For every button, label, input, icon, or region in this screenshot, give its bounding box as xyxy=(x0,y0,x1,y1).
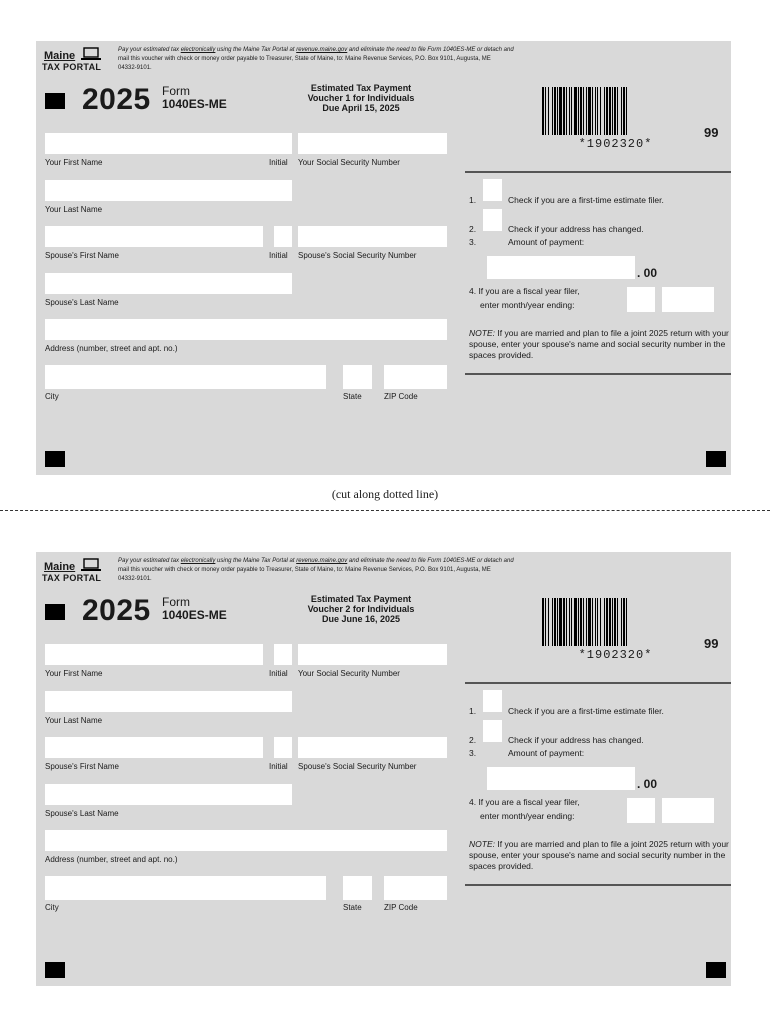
payment-amount-field[interactable] xyxy=(487,256,635,279)
maine-logo-text: Maine xyxy=(44,50,76,62)
ssn-field[interactable] xyxy=(298,644,447,665)
payment-amount-field[interactable] xyxy=(487,767,635,790)
payment-amount-label: Amount of payment: xyxy=(508,237,585,247)
registration-marker xyxy=(706,962,726,978)
joint-filing-note: NOTE: If you are married and plan to file a joint 2025 return with your spouse, enter your spouse's name and social security number in the spaces provided. xyxy=(469,839,729,871)
state-label: State xyxy=(343,392,362,401)
item-1-number: 1. xyxy=(469,706,477,716)
barcode xyxy=(542,87,689,135)
joint-filing-note: NOTE: If you are married and plan to file a joint 2025 return with your spouse, enter your spouse's name and social security number in the spaces provided. xyxy=(469,328,729,360)
voucher-title: Estimated Tax Payment Voucher 1 for Individuals Due April 15, 2025 xyxy=(307,83,415,113)
ssn-label: Your Social Security Number xyxy=(298,669,400,678)
spouse-initial-field[interactable] xyxy=(274,737,292,758)
zip-field[interactable] xyxy=(384,876,447,900)
address-label: Address (number, street and apt. no.) xyxy=(45,344,178,353)
first-time-filer-label: Check if you are a first-time estimate filer. xyxy=(508,706,664,716)
address-field[interactable] xyxy=(45,319,447,340)
address-changed-label: Check if your address has changed. xyxy=(508,224,644,234)
initial-label: Initial xyxy=(269,669,288,678)
payment-amount-label: Amount of payment: xyxy=(508,748,585,758)
form-code: 99 xyxy=(704,125,719,140)
cut-instruction: (cut along dotted line) xyxy=(331,487,439,501)
divider-top xyxy=(465,682,731,684)
registration-marker xyxy=(45,604,65,620)
city-field[interactable] xyxy=(45,876,326,900)
form-code: 99 xyxy=(704,636,719,651)
last-name-field[interactable] xyxy=(45,691,292,712)
initial-field[interactable] xyxy=(274,133,292,154)
divider-top xyxy=(465,171,731,173)
spouse-last-name-field[interactable] xyxy=(45,784,292,805)
divider-bottom xyxy=(465,373,731,375)
first-name-field[interactable] xyxy=(45,644,263,665)
electronic-link[interactable]: electronically xyxy=(180,558,216,564)
spouse-ssn-label: Spouse's Social Security Number xyxy=(298,251,417,260)
spouse-first-name-field[interactable] xyxy=(45,226,263,247)
initial-field[interactable] xyxy=(274,644,292,665)
registration-marker xyxy=(706,451,726,467)
spouse-initial-field[interactable] xyxy=(274,226,292,247)
barcode-text: *1902320* xyxy=(578,648,653,662)
laptop-icon xyxy=(81,47,101,61)
divider-bottom xyxy=(465,884,731,886)
address-changed-label: Check if your address has changed. xyxy=(508,735,644,745)
state-label: State xyxy=(343,903,362,912)
last-name-label: Your Last Name xyxy=(45,205,103,214)
spouse-last-name-label: Spouse's Last Name xyxy=(45,809,119,818)
tax-year: 2025 xyxy=(82,594,151,627)
voucher-2 xyxy=(36,552,731,986)
barcode-text: *1902320* xyxy=(578,137,653,151)
item-2-number: 2. xyxy=(469,224,477,234)
zip-label: ZIP Code xyxy=(384,392,418,401)
fiscal-year-field[interactable] xyxy=(662,798,714,823)
ssn-label: Your Social Security Number xyxy=(298,158,400,167)
last-name-field[interactable] xyxy=(45,180,292,201)
city-label: City xyxy=(45,392,59,401)
first-name-label: Your First Name xyxy=(45,158,103,167)
initial-label: Initial xyxy=(269,158,288,167)
fiscal-month-field[interactable] xyxy=(627,287,655,312)
registration-marker xyxy=(45,962,65,978)
spouse-ssn-field[interactable] xyxy=(298,226,447,247)
fiscal-month-field[interactable] xyxy=(627,798,655,823)
zip-label: ZIP Code xyxy=(384,903,418,912)
tax-portal-logo-text: TAX PORTAL xyxy=(42,573,102,583)
item-3-number: 3. xyxy=(469,748,477,758)
spouse-first-name-label: Spouse's First Name xyxy=(45,762,119,771)
registration-marker xyxy=(45,451,65,467)
first-time-filer-checkbox[interactable] xyxy=(483,179,502,201)
fiscal-year-field[interactable] xyxy=(662,287,714,312)
last-name-label: Your Last Name xyxy=(45,716,103,725)
state-field[interactable] xyxy=(343,876,372,900)
instructions: Pay your estimated tax electronically using the Maine Tax Portal at revenue.maine.gov and eliminate the need to file Form 1040ES-ME or detach and mail this voucher with check or money order payable to Treasurer, State of Maine, to: Maine Revenue Services, P.O. Box 9101, Augusta, ME 04332-9101. xyxy=(118,558,514,582)
registration-marker xyxy=(45,93,65,109)
spouse-first-name-label: Spouse's First Name xyxy=(45,251,119,260)
spouse-ssn-label: Spouse's Social Security Number xyxy=(298,762,417,771)
spouse-last-name-field[interactable] xyxy=(45,273,292,294)
address-changed-checkbox[interactable] xyxy=(483,209,502,231)
form-label: Form 1040ES-ME xyxy=(162,595,227,622)
payment-cents: . 00 xyxy=(637,266,658,280)
instructions: Pay your estimated tax electronically using the Maine Tax Portal at revenue.maine.gov and eliminate the need to file Form 1040ES-ME or detach and mail this voucher with check or money order payable to Treasurer, State of Maine, to: Maine Revenue Services, P.O. Box 9101, Augusta, ME 04332-9101. xyxy=(118,47,514,71)
ssn-field[interactable] xyxy=(298,133,447,154)
city-field[interactable] xyxy=(45,365,326,389)
payment-cents: . 00 xyxy=(637,777,658,791)
spouse-last-name-label: Spouse's Last Name xyxy=(45,298,119,307)
voucher-1 xyxy=(36,41,731,475)
item-1-number: 1. xyxy=(469,195,477,205)
maine-logo-text: Maine xyxy=(44,561,76,573)
portal-link[interactable]: revenue.maine.gov xyxy=(296,558,348,564)
laptop-icon xyxy=(81,558,101,572)
fiscal-year-label-2: enter month/year ending: xyxy=(480,300,575,310)
voucher-title: Estimated Tax Payment Voucher 2 for Individuals Due June 16, 2025 xyxy=(307,594,415,624)
city-label: City xyxy=(45,903,59,912)
barcode xyxy=(542,598,689,646)
fiscal-year-label-1: 4. If you are a fiscal year filer, xyxy=(469,286,580,296)
address-label: Address (number, street and apt. no.) xyxy=(45,855,178,864)
spouse-initial-label: Initial xyxy=(269,251,288,260)
state-field[interactable] xyxy=(343,365,372,389)
first-time-filer-checkbox[interactable] xyxy=(483,690,502,712)
address-field[interactable] xyxy=(45,830,447,851)
tax-year: 2025 xyxy=(82,83,151,116)
first-name-label: Your First Name xyxy=(45,669,103,678)
fiscal-year-label-2: enter month/year ending: xyxy=(480,811,575,821)
fiscal-year-label-1: 4. If you are a fiscal year filer, xyxy=(469,797,580,807)
item-3-number: 3. xyxy=(469,237,477,247)
form-label: Form 1040ES-ME xyxy=(162,84,227,111)
address-changed-checkbox[interactable] xyxy=(483,720,502,742)
zip-field[interactable] xyxy=(384,365,447,389)
spouse-first-name-field[interactable] xyxy=(45,737,263,758)
tax-portal-logo-text: TAX PORTAL xyxy=(42,62,102,72)
first-time-filer-label: Check if you are a first-time estimate filer. xyxy=(508,195,664,205)
cut-line xyxy=(0,510,770,511)
first-name-field[interactable] xyxy=(45,133,292,154)
item-2-number: 2. xyxy=(469,735,477,745)
portal-link[interactable]: revenue.maine.gov xyxy=(296,47,348,53)
electronic-link[interactable]: electronically xyxy=(180,47,216,53)
spouse-initial-label: Initial xyxy=(269,762,288,771)
spouse-ssn-field[interactable] xyxy=(298,737,447,758)
